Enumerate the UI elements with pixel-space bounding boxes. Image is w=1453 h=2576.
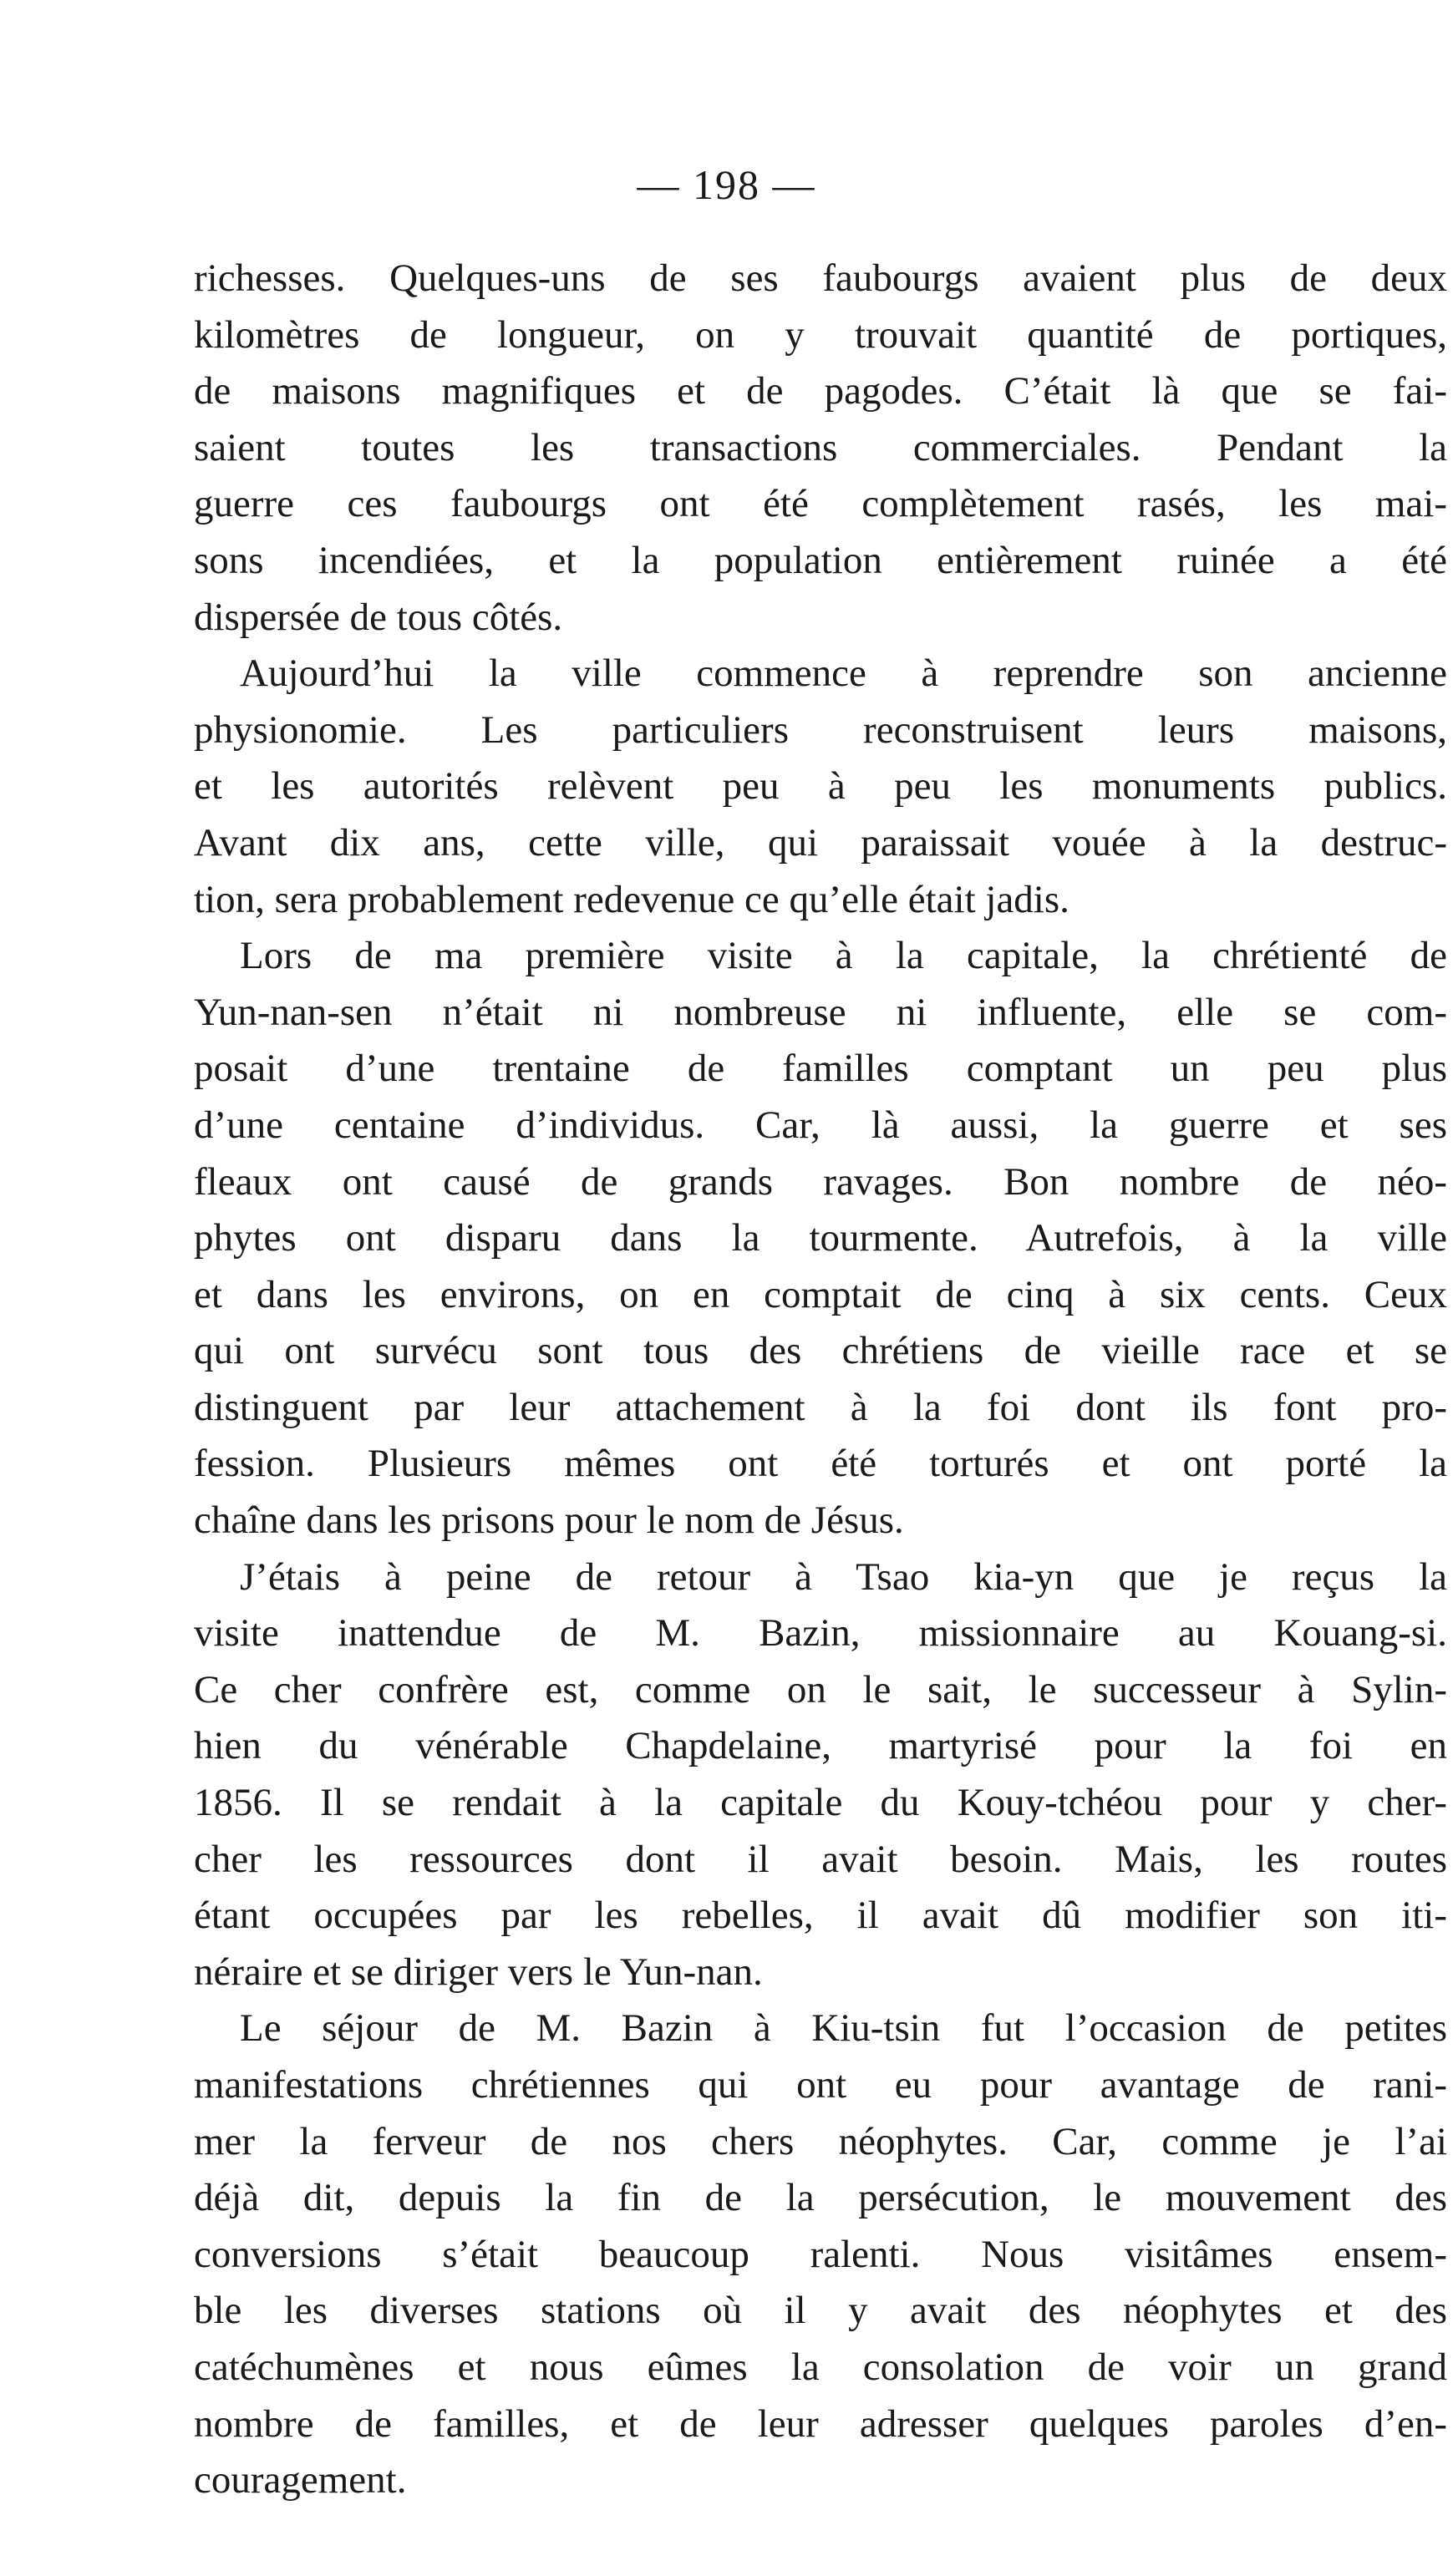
text-line: nombre de familles, et de leur adresser quelques paroles d’en- xyxy=(194,2401,1447,2446)
text-line: ble les diverses stations où il y avait des néophytes et des xyxy=(194,2289,1447,2333)
text-line: hien du vénérable Chapdelaine, martyrisé pour la foi en xyxy=(194,1724,1447,1768)
text-line: guerre ces faubourgs ont été complètement rasés, les mai- xyxy=(194,482,1447,526)
text-line: étant occupées par les rebelles, il avait dû modifier son iti- xyxy=(194,1894,1447,1938)
text-line: visite inattendue de M. Bazin, missionnaire au Kouang-si. xyxy=(194,1611,1447,1656)
text-line: Ce cher confrère est, comme on le sait, le successeur à Sylin- xyxy=(194,1667,1447,1711)
text-line: d’une centaine d’individus. Car, là aussi, la guerre et ses xyxy=(194,1103,1447,1147)
text-line: tion, sera probablement redevenue ce qu’elle était jadis. xyxy=(194,877,1069,921)
text-line: fession. Plusieurs mêmes ont été torturés et ont porté la xyxy=(194,1442,1447,1486)
text-line: J’étais à peine de retour à Tsao kia-yn que je reçus la xyxy=(240,1554,1447,1599)
text-line: dispersée de tous côtés. xyxy=(194,595,563,639)
text-line: manifestations chrétiennes qui ont eu pour avantage de rani- xyxy=(194,2063,1447,2107)
text-line: saient toutes les transactions commerciales. Pendant la xyxy=(194,425,1447,469)
text-line: couragement. xyxy=(194,2458,407,2502)
text-line: conversions s’était beaucoup ralenti. Nous visitâmes ensem- xyxy=(194,2232,1447,2276)
text-line: néraire et se diriger vers le Yun-nan. xyxy=(194,1950,763,1994)
text-line: richesses. Quelques-uns de ses faubourgs avaient plus de deux xyxy=(194,256,1447,300)
text-line: Avant dix ans, cette ville, qui paraissait vouée à la destruc- xyxy=(194,820,1447,865)
text-line: catéchumènes et nous eûmes la consolation de voir un grand xyxy=(194,2345,1447,2389)
text-line: de maisons magnifiques et de pagodes. C’était là que se fai- xyxy=(194,369,1447,413)
text-line: posait d’une trentaine de familles comptant un peu plus xyxy=(194,1047,1447,1091)
text-line: physionomie. Les particuliers reconstruisent leurs maisons, xyxy=(194,707,1447,752)
text-line: Yun-nan-sen n’était ni nombreuse ni influente, elle se com- xyxy=(194,990,1447,1034)
text-line: kilomètres de longueur, on y trouvait quantité de portiques, xyxy=(194,312,1447,357)
body-text xyxy=(194,251,1447,2509)
text-line: cher les ressources dont il avait besoin. Mais, les routes xyxy=(194,1837,1447,1881)
text-line: sons incendiées, et la population entièrement ruinée a été xyxy=(194,538,1447,582)
text-line: mer la ferveur de nos chers néophytes. Car, comme je l’ai xyxy=(194,2119,1447,2163)
page-number: — 198 — xyxy=(637,161,816,208)
text-line: et les autorités relèvent peu à peu les monuments publics. xyxy=(194,764,1447,809)
text-line: Lors de ma première visite à la capitale, la chrétienté de xyxy=(240,934,1447,978)
text-line: chaîne dans les prisons pour le nom de Jésus. xyxy=(194,1498,904,1543)
text-line: et dans les environs, on en comptait de cinq à six cents. Ceux xyxy=(194,1272,1447,1316)
text-line: phytes ont disparu dans la tourmente. Autrefois, à la ville xyxy=(194,1216,1447,1260)
text-line: Aujourd’hui la ville commence à reprendre son ancienne xyxy=(240,652,1447,696)
text-line: qui ont survécu sont tous des chrétiens de vieille race et se xyxy=(194,1329,1447,1373)
text-line: 1856. Il se rendait à la capitale du Kouy-tchéou pour y cher- xyxy=(194,1781,1447,1825)
text-line: Le séjour de M. Bazin à Kiu-tsin fut l’occasion de petites xyxy=(240,2006,1447,2051)
text-line: distinguent par leur attachement à la foi dont ils font pro- xyxy=(194,1385,1447,1429)
text-line: fleaux ont causé de grands ravages. Bon nombre de néo- xyxy=(194,1159,1447,1204)
text-line: déjà dit, depuis la fin de la persécution, le mouvement des xyxy=(194,2176,1447,2220)
